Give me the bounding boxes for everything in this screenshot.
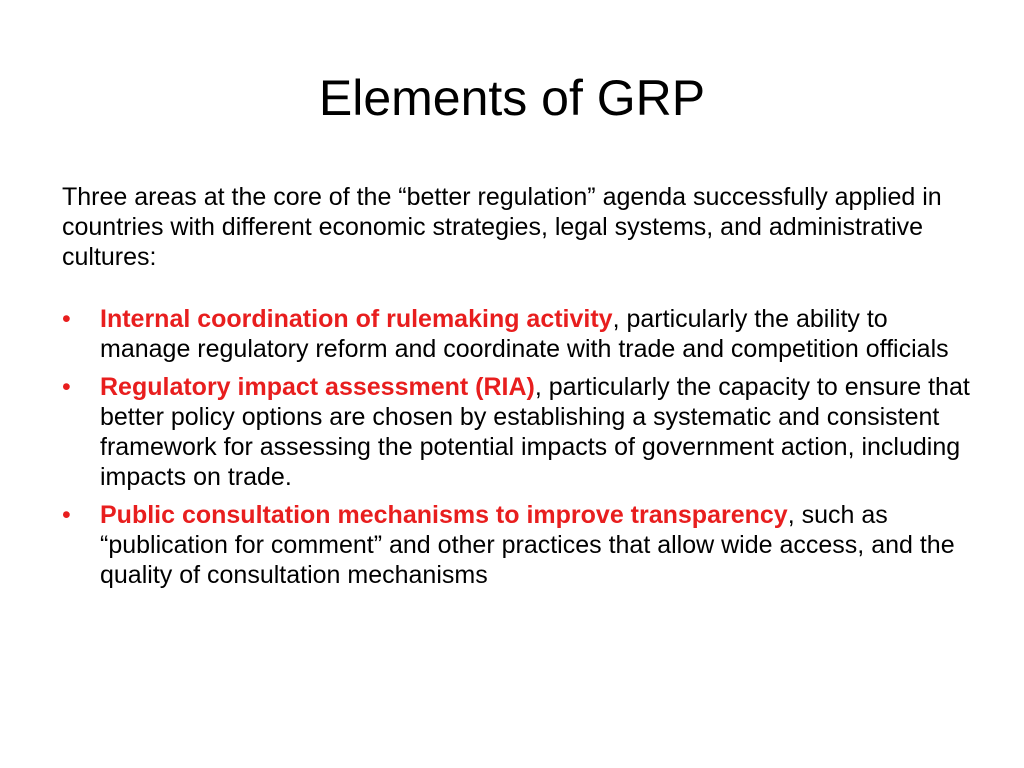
- intro-paragraph: Three areas at the core of the “better regulation” agenda successfully applied in countries with different economic strategies, legal systems, and administrative cultures:: [62, 183, 942, 271]
- bullet-item: [62, 500, 972, 590]
- bullet-text: , particularly the ability to manage regulatory reform and coordinate with trade and competition officials: [100, 305, 949, 363]
- bullet-icon: •: [62, 305, 71, 333]
- bullet-text: , such as “publication for comment” and other practices that allow wide access, and the quality of consultation mechanisms: [100, 501, 955, 589]
- slide-title: Elements of GRP: [318, 70, 706, 126]
- bullet-highlight: Regulatory impact assessment (RIA): [100, 373, 535, 401]
- bullet-text: , particularly the capacity to ensure that better policy options are chosen by establishing a systematic and consistent framework for assessing the potential impacts of government action, including impacts on trade.: [100, 373, 970, 491]
- bullet-icon: •: [62, 373, 71, 401]
- bullet-item: [62, 304, 972, 364]
- bullet-list: [62, 304, 972, 590]
- slide-content: [62, 182, 972, 598]
- bullet-item: [62, 372, 972, 492]
- bullet-icon: •: [62, 501, 71, 529]
- bullet-highlight: Public consultation mechanisms to improve transparency: [100, 501, 788, 529]
- bullet-highlight: Internal coordination of rulemaking activity: [100, 305, 613, 333]
